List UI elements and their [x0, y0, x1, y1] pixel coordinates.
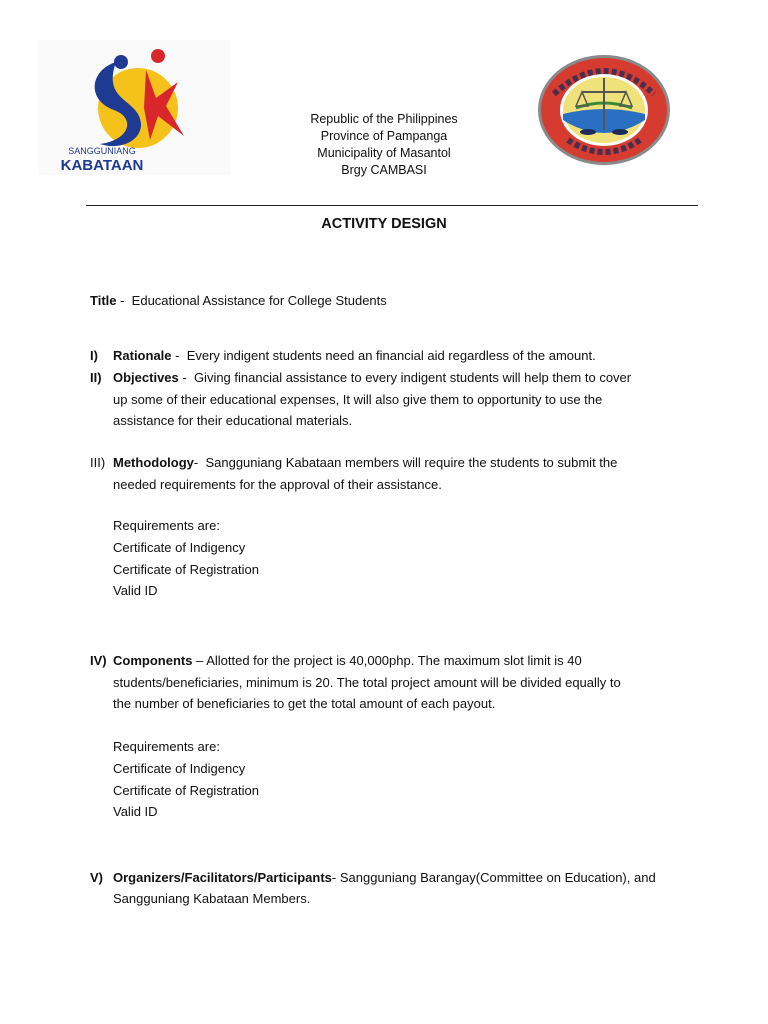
section-numeral-2: II) [90, 370, 102, 385]
components-line-1: Allotted for the project is 40,000php. The maximum slot limit is 40 [206, 653, 582, 668]
components-requirement-1: Certificate of Indigency [113, 761, 246, 776]
header-municipality: Municipality of Masantol [317, 146, 451, 160]
methodology-line-2: needed requirements for the approval of their assistance. [113, 477, 442, 492]
components-sep: – [192, 653, 207, 668]
header-country: Republic of the Philippines [310, 112, 458, 126]
section-rationale [113, 347, 596, 365]
organizers-line-1: Sangguniang Barangay(Committee on Education), and [339, 870, 656, 885]
title-label: Title [90, 293, 117, 308]
components-requirement-2: Certificate of Registration [113, 783, 259, 798]
rationale-heading: Rationale [113, 348, 172, 363]
objectives-line-3: assistance for their educational materials. [113, 413, 353, 428]
components-requirements-label: Requirements are: [113, 739, 220, 754]
section-organizers [113, 869, 656, 887]
organizers-sep: - [331, 870, 340, 885]
municipality-seal [536, 54, 672, 167]
components-line-3: the number of beneficiaries to get the total amount of each payout. [113, 696, 496, 711]
objectives-sep: - [178, 370, 194, 385]
rationale-sep: - [171, 348, 187, 363]
methodology-sep: - [193, 455, 206, 470]
section-methodology [113, 454, 617, 472]
header-barangay: Brgy CAMBASI [341, 163, 427, 177]
section-numeral-1: I) [90, 348, 98, 363]
document-title: ACTIVITY DESIGN [321, 216, 447, 232]
section-components [113, 652, 582, 670]
components-line-2: students/beneficiaries, minimum is 20. The total project amount will be divided equally to [113, 675, 621, 690]
organizers-heading: Organizers/Facilitators/Participants [113, 870, 332, 885]
objectives-heading: Objectives [113, 370, 179, 385]
title-text: Educational Assistance for College Students [131, 293, 387, 308]
components-heading: Components [113, 653, 193, 668]
methodology-requirements-label: Requirements are: [113, 518, 220, 533]
section-objectives [113, 369, 631, 387]
methodology-line-1: Sangguniang Kabataan members will require the students to submit the [205, 455, 618, 470]
organizers-line-2: Sangguniang Kabataan Members. [113, 891, 311, 906]
objectives-line-2: up some of their educational expenses, It will also give them to opportunity to use the [113, 392, 603, 407]
methodology-requirement-2: Certificate of Registration [113, 562, 259, 577]
methodology-requirement-3: Valid ID [113, 583, 158, 598]
title-line [90, 292, 387, 310]
section-numeral-3: III) [90, 455, 106, 470]
methodology-heading: Methodology [113, 455, 194, 470]
section-numeral-4: IV) [90, 653, 107, 668]
logo-line1: SANGGUNIANG [68, 146, 136, 156]
logo-line2: KABATAAN [60, 157, 144, 174]
objectives-line-1: Giving financial assistance to every indigent students will help them to cover [193, 370, 632, 385]
title-sep: - [116, 293, 132, 308]
methodology-requirement-1: Certificate of Indigency [113, 540, 246, 555]
sangguniang-kabataan-logo [38, 40, 230, 175]
rationale-line-1: Every indigent students need an financial aid regardless of the amount. [186, 348, 596, 363]
header-divider [86, 205, 698, 206]
section-numeral-5: V) [90, 870, 103, 885]
components-requirement-3: Valid ID [113, 804, 158, 819]
header-province: Province of Pampanga [320, 129, 448, 143]
